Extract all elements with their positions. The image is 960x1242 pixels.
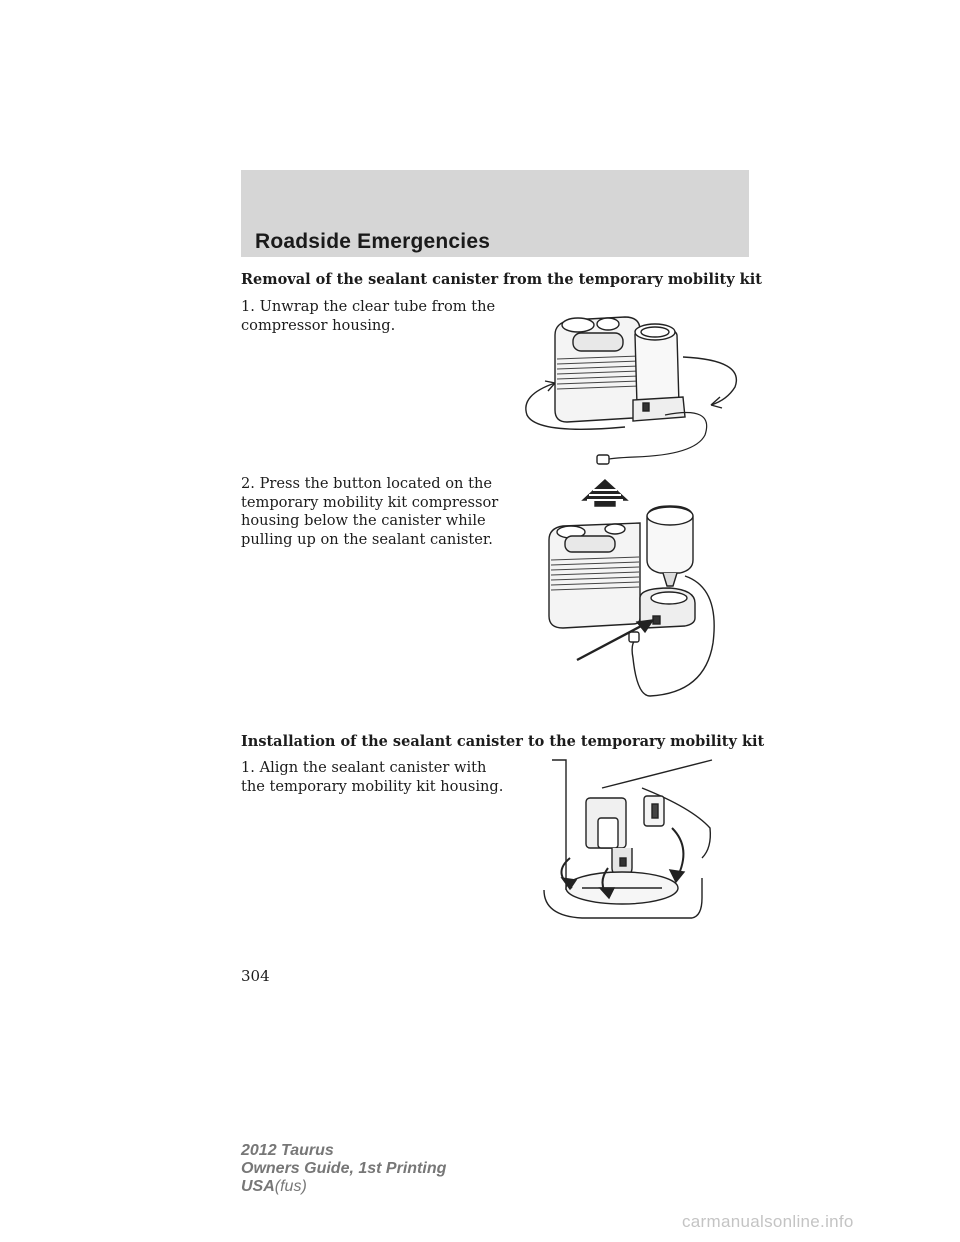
installation-heading: Installation of the sealant canister to the temporary mobility kit bbox=[241, 733, 765, 750]
step-line: pulling up on the sealant canister. bbox=[241, 530, 493, 548]
removal-step-1 bbox=[241, 298, 501, 335]
compressor-unwrap-illustration bbox=[515, 305, 755, 465]
page-number: 304 bbox=[241, 967, 270, 985]
step-line: housing below the canister while bbox=[241, 512, 486, 529]
footer-code: (fus) bbox=[274, 1178, 307, 1195]
step-line: temporary mobility kit compressor bbox=[241, 493, 499, 511]
step-line: the temporary mobility kit housing. bbox=[241, 777, 504, 795]
footer-line bbox=[241, 1178, 446, 1196]
canister-alignment-illustration bbox=[542, 758, 714, 920]
site-watermark: carmanualsonline.info bbox=[682, 1212, 854, 1231]
step-line: 1. Unwrap the clear tube from the bbox=[241, 298, 496, 315]
print-info-footer bbox=[241, 1142, 446, 1196]
section-title: Roadside Emergencies bbox=[255, 230, 491, 253]
installation-step-1 bbox=[241, 759, 504, 796]
canister-removal-illustration bbox=[545, 478, 745, 700]
step-line: compressor housing. bbox=[241, 316, 396, 334]
section-header bbox=[241, 170, 749, 257]
footer-line: 2012 Taurus bbox=[241, 1142, 334, 1159]
footer-region: USA bbox=[241, 1178, 275, 1195]
step-line: 1. Align the sealant canister with bbox=[241, 759, 487, 776]
step-line: 2. Press the button located on the bbox=[241, 475, 492, 492]
removal-step-2 bbox=[241, 475, 501, 549]
removal-heading: Removal of the sealant canister from the temporary mobility kit bbox=[241, 271, 762, 288]
footer-line: Owners Guide, 1st Printing bbox=[241, 1160, 447, 1177]
